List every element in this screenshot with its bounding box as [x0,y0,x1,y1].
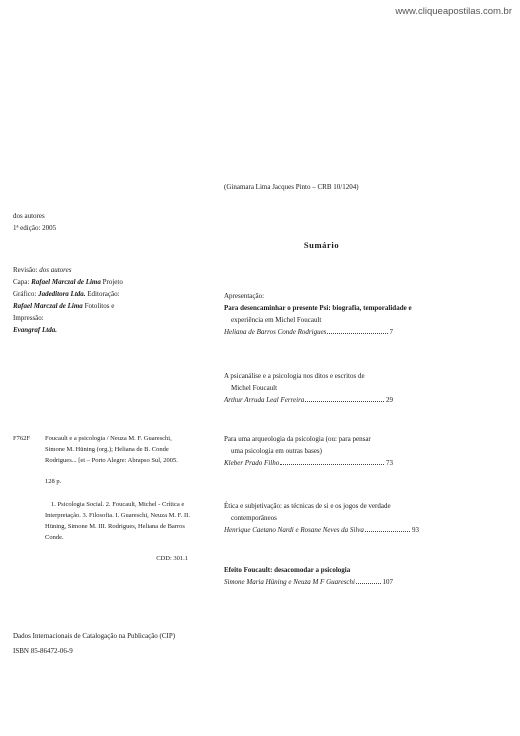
impressao-label: Impressão: [13,314,44,322]
capa-label: Capa: [13,278,30,286]
credit-revisao [13,264,183,276]
toc-entry-title: uma psicologia em outras bases) [231,447,322,455]
editoracao-label: Editoração: [87,290,120,298]
toc-author-line [224,457,393,469]
toc-author: Kleber Prado Filho [224,459,280,467]
dot-leader [365,530,410,532]
toc-entry-title: Para uma arqueologia da psicologia (ou: para pensar [224,435,371,443]
toc-entry [224,500,504,536]
toc-entry-title: Para desencaminhar o presente Psi: biografia, temporalidade e [224,304,412,312]
classification-code: F762F [13,435,30,442]
capa-value: Rafael Marczal de Lima [31,278,101,286]
credit-capa [13,276,183,288]
credits-block [13,264,183,336]
credit-impressao [13,312,183,324]
credit-grafico [13,288,183,300]
toc-page: 73 [386,459,393,467]
toc-page: 93 [412,526,419,534]
toc-entry [224,433,504,469]
toc-page: 29 [386,396,393,404]
ficha-subject: 1. Psicologia Social. 2. Foucault, Michel - Crítica e [51,501,185,508]
cip-line: Dados Internacionais de Catalogação na Publicação (CIP) [13,632,176,640]
toc-entry-title: Efeito Foucault: desacomodar a psicologia [224,566,351,574]
dot-leader [356,582,381,584]
dot-leader [280,463,384,465]
toc-author-line [224,394,393,406]
projeto-label: Projeto [102,278,123,286]
toc-entry-title: Ética e subjetivação: as técnicas de si e os jogos de verdade [224,502,391,510]
editoracao-value: Rafael Marczal de Lima [13,302,83,310]
toc-author-line [224,576,393,588]
impressao-value: Evangraf Ltda. [13,326,57,334]
toc-entry [224,370,504,406]
toc-author: Simone Maria Hüning e Neuza M F Guareschi [224,578,355,586]
ficha-cdd: CDD: 301.1 [156,555,188,562]
ficha-pages: 128 p. [45,478,62,485]
catalog-card [13,433,188,564]
toc-author: Arthur Arruda Leal Ferreira [224,396,305,404]
toc-entry [224,290,504,338]
toc-author-line [224,524,419,536]
credit-editoracao [13,300,183,312]
toc-entry-label: Apresentação: [224,292,265,300]
dot-leader [305,400,384,402]
toc-entry-title: experiência em Michel Foucault [231,316,322,324]
toc-entry-title: contemporâneos [231,514,277,522]
ficha-subject: Interpretação. 3. Filosofia. I. Guareschi, Neuza M. F. II. [45,512,190,519]
revisao-value: dos autores [39,266,72,274]
copyright-line: dos autores [13,212,45,220]
dot-leader [327,332,387,334]
credit-impressao-value [13,324,183,336]
toc-author: Heliana de Barros Conde Rodrigues [224,328,327,336]
sumario-title: Sumário [303,240,340,250]
fotolitos-label: Fotolitos e [84,302,115,310]
toc-page: 7 [389,328,393,336]
ficha-line: Simone M. Hüning (org.); Heliana de B. Conde [45,446,169,453]
toc-entry [224,564,504,588]
isbn-line: ISBN 85-86472-06-9 [13,647,73,655]
watermark: www.cliqueapostilas.com.br [395,6,512,17]
cataloger-line: (Ginamara Lima Jacques Pinto – CRB 10/1204) [224,183,359,191]
ficha-subject: Hüning, Simone M. III. Rodrigues, Heliana de Barros [45,523,185,530]
toc-author: Henrique Caetano Nardi e Rosane Neves da Silva [224,526,364,534]
ficha-subject: Conde. [45,534,64,541]
ficha-line: Foucault e a psicologia / Neuza M. F. Guareschi, [45,435,172,442]
ficha-line: Rodrigues... [et – Porto Alegre: Abrapso Sul, 2005. [45,457,178,464]
edition-line: 1ª edição: 2005 [13,224,57,232]
grafico-value: Jadeditora Ltda. [38,290,86,298]
toc-entry-title: Michel Foucault [231,384,278,392]
toc-entry-title: A psicanálise e a psicologia nos ditos e escritos de [224,372,365,380]
toc-page: 107 [382,578,393,586]
revisao-label: Revisão: [13,266,38,274]
grafico-label: Gráfico: [13,290,37,298]
toc-author-line [224,326,393,338]
